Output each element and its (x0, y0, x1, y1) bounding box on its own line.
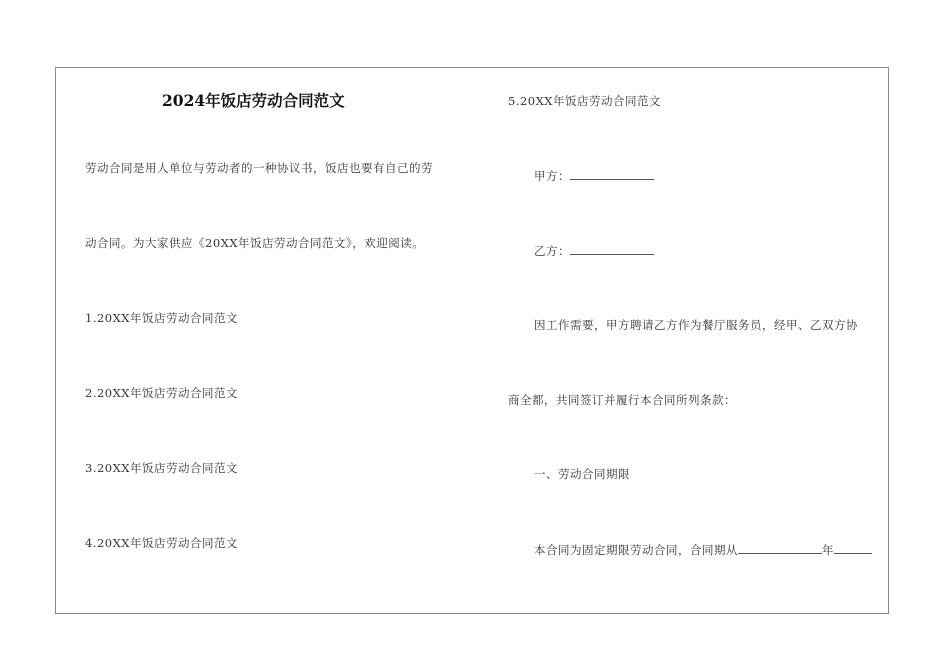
document-title: 2024年饭店劳动合同范文 (162, 91, 345, 110)
section-heading-1: 一、劳动合同期限 (534, 467, 630, 481)
list-item-4: 4.20XX年饭店劳动合同范文 (85, 536, 238, 550)
list-item-2: 2.20XX年饭店劳动合同范文 (85, 386, 238, 400)
document-page (55, 67, 889, 614)
term-year-blank (834, 542, 872, 554)
paragraph-line-1: 因工作需要，甲方聘请乙方作为餐厅服务员，经甲、乙双方协 (534, 318, 858, 332)
party-b-label: 乙方： (534, 244, 570, 258)
contract-term-text: 本合同为固定期限劳动合同，合同期从 (534, 543, 738, 557)
party-a-row (534, 168, 654, 183)
intro-line-2: 动合同。为大家供应《20XX年饭店劳动合同范文》，欢迎阅读。 (85, 236, 425, 250)
list-item-5: 5.20XX年饭店劳动合同范文 (508, 94, 661, 108)
party-b-row (534, 243, 654, 258)
contract-term-row (534, 542, 872, 557)
list-item-3: 3.20XX年饭店劳动合同范文 (85, 461, 238, 475)
contract-term-year: 年 (822, 543, 834, 557)
party-b-blank (570, 243, 654, 255)
intro-line-1: 劳动合同是用人单位与劳动者的一种协议书，饭店也要有自己的劳 (85, 161, 433, 175)
term-start-blank (738, 542, 822, 554)
list-item-1: 1.20XX年饭店劳动合同范文 (85, 311, 238, 325)
party-a-blank (570, 168, 654, 180)
party-a-label: 甲方： (534, 169, 570, 183)
paragraph-line-2: 商全都，共同签订并履行本合同所列条款： (508, 393, 736, 407)
